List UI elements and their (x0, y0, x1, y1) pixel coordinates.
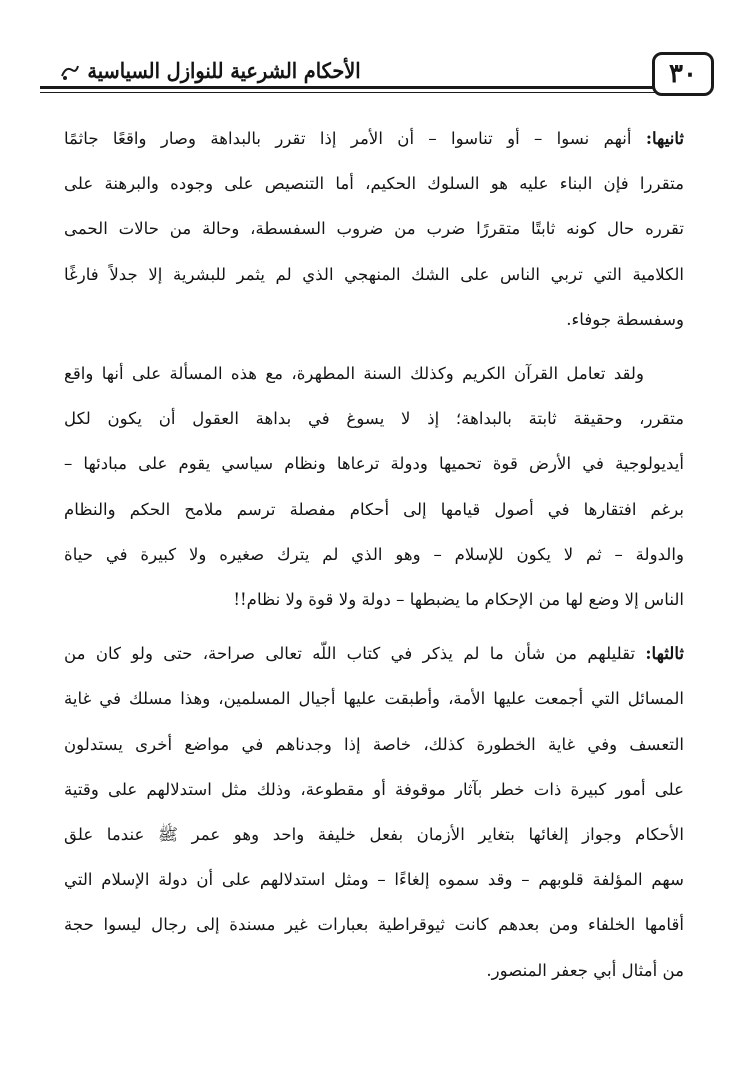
main-text (64, 116, 684, 1002)
line-text: سهم المؤلفة قلوبهم – وقد سموه إلغاءًا – ومثل استدلالهم على أن دولة الإسلام التي (64, 870, 684, 890)
line-text: الكلامية التي تربي الناس على الشك المنهجي الذي لم يثمر للبشرية إلا جدلاً فارغًا (64, 264, 684, 284)
line-text: من أمثال أبي جعفر المنصور. (486, 960, 684, 980)
line-text: متقررا فإن البناء عليه هو السلوك الحكيم، أما التنصيص على وجوده والبرهنة على (64, 174, 684, 194)
line-text: وسفسطة جوفاء. (566, 309, 684, 329)
text-line (64, 206, 684, 251)
page-number: ٣٠ (669, 59, 697, 89)
text-line (64, 902, 684, 947)
text-line (64, 577, 684, 622)
line-text: الناس إلا وضع لها من الإحكام ما يضبطها – دولة ولا قوة ولا نظام!! (233, 590, 684, 610)
paragraph-lead: ثانيها: (645, 128, 684, 148)
text-line (64, 252, 684, 297)
line-text: أنهم نسوا – أو تناسوا – أن الأمر إذا تقرر بالبداهة وصار واقعًا جاثمًا (64, 129, 646, 148)
text-line (64, 297, 684, 342)
text-line (64, 161, 684, 206)
line-text: أيديولوجية في الأرض قوة تحميها ودولة ترعاها ونظام سياسي يقوم على مبادئها – (64, 454, 684, 474)
header-rule-thin (40, 92, 662, 93)
text-line (64, 812, 684, 857)
text-line (64, 396, 684, 441)
paragraph (64, 116, 684, 342)
text-line (64, 767, 684, 812)
line-text: الأحكام وجواز إلغائها بتغاير الأزمان بفعل خليفة واحد وهو عمر ﷺ عندما علق (64, 825, 684, 845)
text-line (64, 722, 684, 767)
line-text: متقرر، وحقيقة ثابتة بالبداهة؛ إذ لا يسوغ في بداهة العقول أن يكون لكل (64, 409, 684, 429)
text-line (64, 948, 684, 993)
line-text: على أمور كبيرة ذات خطر بآثار موقوفة أو مقطوعة، وذلك مثل استدلالهم على وقتية (64, 779, 684, 799)
text-line (64, 116, 684, 161)
line-text: المسائل التي أجمعت عليها الأمة، وأطبقت عليها أجيال المسلمين، وهذا مسلك في غاية (64, 689, 684, 709)
page-header (40, 44, 722, 106)
line-text: تقرره حال كونه ثابتًا متقررًا ضرب من ضروب السفسطة، وحالة من حالات الحمى (64, 219, 684, 239)
line-text: التعسف وفي غاية الخطورة كذلك، خاصة إذا وجدناهم في مواضع أخرى يستدلون (64, 734, 684, 754)
text-line (64, 676, 684, 721)
header-rule (40, 86, 662, 89)
running-title: الأحكام الشرعية للنوازل السياسية (87, 57, 361, 83)
ornament-icon (60, 62, 80, 82)
line-text: تقليلهم من شأن ما لم يذكر في كتاب اللّه تعالى صراحة، حتى ولو كان من (64, 644, 646, 664)
page-number-frame (652, 52, 714, 96)
paragraph (64, 351, 684, 622)
text-line (64, 532, 684, 577)
line-text: والدولة – ثم لا يكون للإسلام – وهو الذي لم يترك صغيره ولا كبيرة في حياة (64, 544, 684, 564)
line-text: ولقد تعامل القرآن الكريم وكذلك السنة المطهرة، مع هذه المسألة على أنها واقع (64, 364, 644, 384)
paragraph-lead: ثالثها: (645, 643, 684, 664)
paragraph (64, 631, 684, 993)
text-line (64, 351, 684, 396)
text-line (64, 487, 684, 532)
text-line (64, 631, 684, 676)
line-text: أقامها الخلفاء ومن بعدهم كانت ثيوقراطية بعبارات غير مسندة إلى رجال ليسوا حجة (64, 915, 684, 935)
text-line (64, 441, 684, 486)
text-line (64, 857, 684, 902)
line-text: برغم افتقارها في أصول قيامها إلى أحكام مفصلة ترسم ملامح الحكم والنظام (64, 499, 684, 519)
